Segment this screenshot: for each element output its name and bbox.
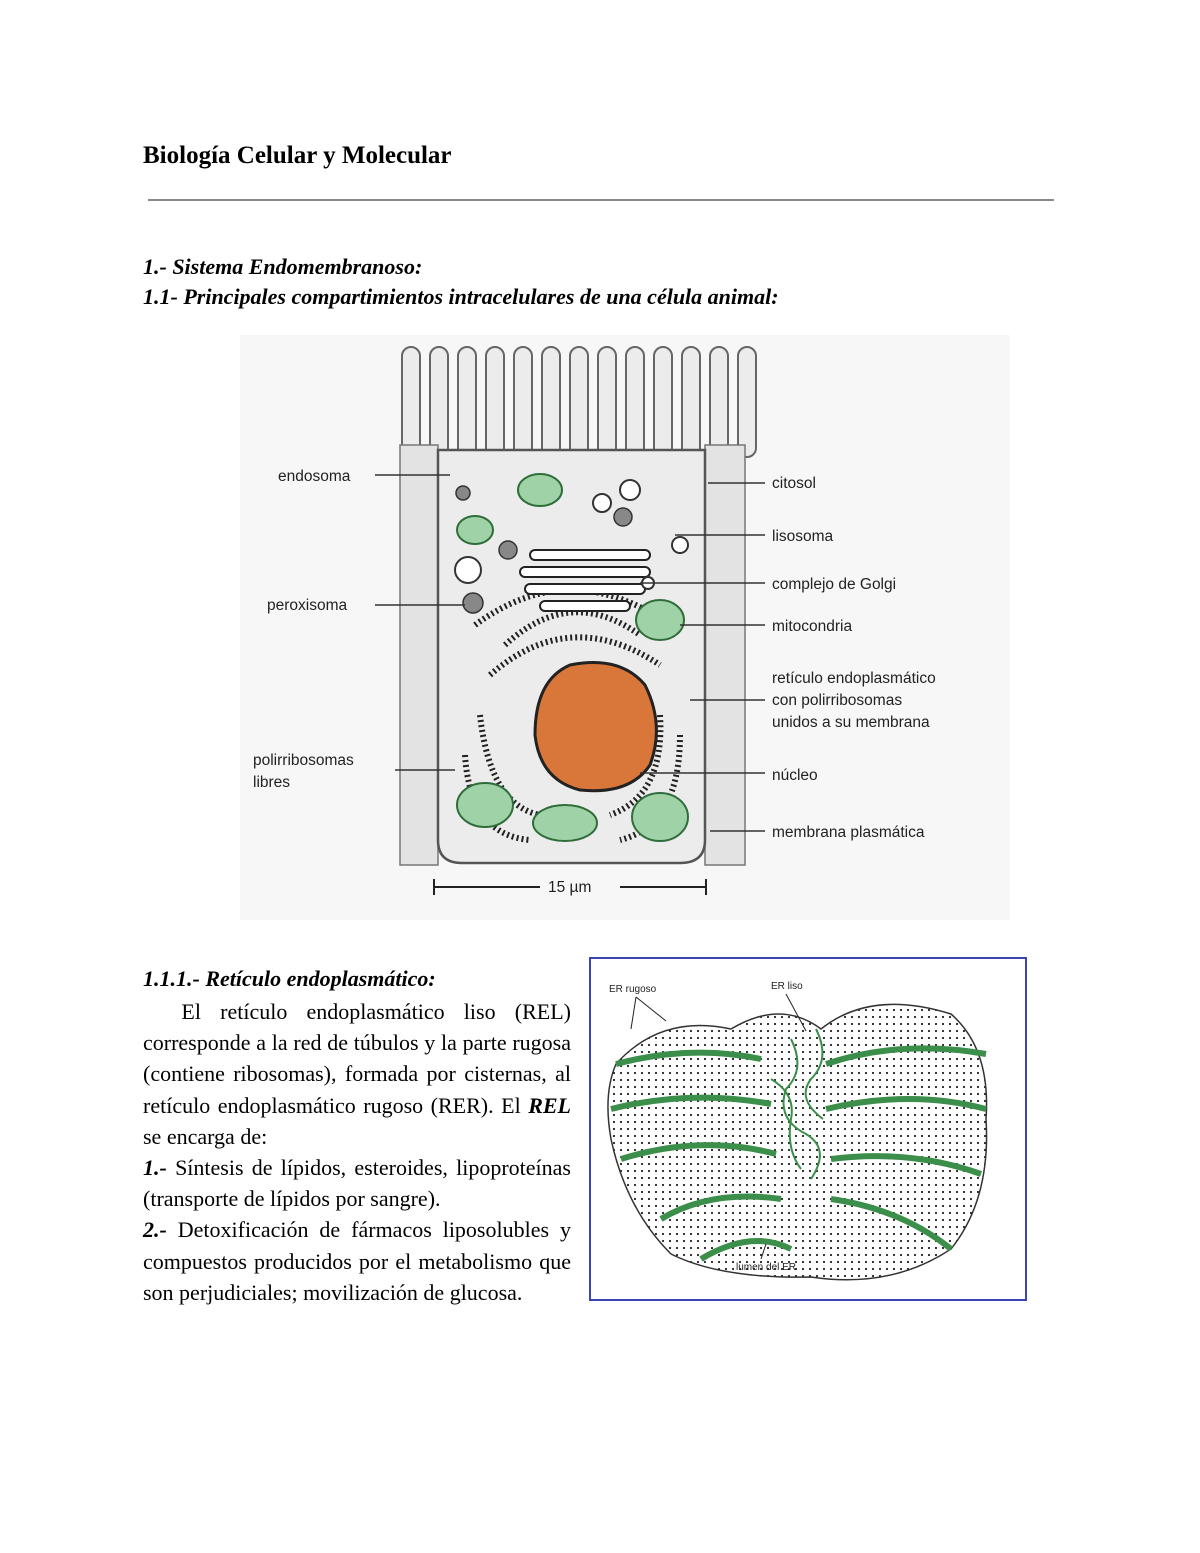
cell-diagram-figure [240, 335, 1010, 920]
reticulo-body [143, 996, 571, 1308]
list-item-1-number: 1.- [143, 1155, 167, 1181]
label-libres: libres [253, 774, 291, 791]
list-item-2 [143, 1214, 571, 1308]
label-lisosoma: lisosoma [772, 528, 834, 545]
label-er-rugoso: ER rugoso [609, 984, 657, 995]
label-reticulo-3: unidos a su membrana [772, 714, 930, 731]
header-divider [148, 199, 1054, 201]
cell-diagram [240, 335, 1010, 920]
label-polirribosomas: polirribosomas [253, 752, 354, 769]
label-reticulo-2: con polirribosomas [772, 692, 903, 709]
list-item-1 [143, 1152, 571, 1214]
intro-text-2: se encarga de: [143, 1123, 268, 1149]
label-endosoma: endosoma [278, 468, 351, 485]
label-peroxisoma: peroxisoma [267, 597, 348, 614]
label-citosol: citosol [772, 475, 816, 492]
endosome [456, 486, 470, 500]
label-reticulo-1: retículo endoplasmático [772, 670, 936, 687]
section-heading-sistema-endomembranoso: 1.- Sistema Endomembranoso: [143, 254, 423, 279]
label-membrana: membrana plasmática [772, 824, 925, 841]
label-scale: 15 µm [548, 879, 592, 896]
list-item-1-text: Síntesis de lípidos, esteroides, lipoproteínas (transporte de lípidos por sangre). [143, 1155, 571, 1212]
label-golgi: complejo de Golgi [772, 576, 897, 593]
nucleus [535, 663, 656, 791]
intro-text-1: El retículo endoplasmático liso (REL) corresponde a la red de túbulos y la parte rugosa (contiene ribosomas), formada por cisternas, al retículo endoplasmático rugoso (RER). El [143, 999, 571, 1118]
lysosome [499, 541, 517, 559]
label-er-liso: ER liso [771, 981, 803, 992]
section-heading-reticulo: 1.1.1.- Retículo endoplasmático: [143, 966, 436, 991]
peroxisome [463, 593, 483, 613]
er-diagram [591, 959, 1025, 1299]
label-lumen: lumen del ER [736, 1262, 797, 1273]
label-nucleo: núcleo [772, 767, 818, 784]
label-mitocondria: mitocondria [772, 618, 853, 635]
list-item-2-number: 2.- [143, 1217, 167, 1243]
intro-emphasis-rel: REL [528, 1092, 571, 1118]
list-item-2-text: Detoxificación de fármacos liposolubles y compuestos producidos por el metabolismo que son perjudiciales; movilización de glucosa. [143, 1217, 571, 1305]
section-heading-compartimientos: 1.1- Principales compartimientos intracelulares de una célula animal: [143, 284, 779, 309]
reticulo-intro [143, 996, 571, 1152]
er-diagram-figure [589, 957, 1027, 1301]
page-title: Biología Celular y Molecular [143, 142, 452, 169]
